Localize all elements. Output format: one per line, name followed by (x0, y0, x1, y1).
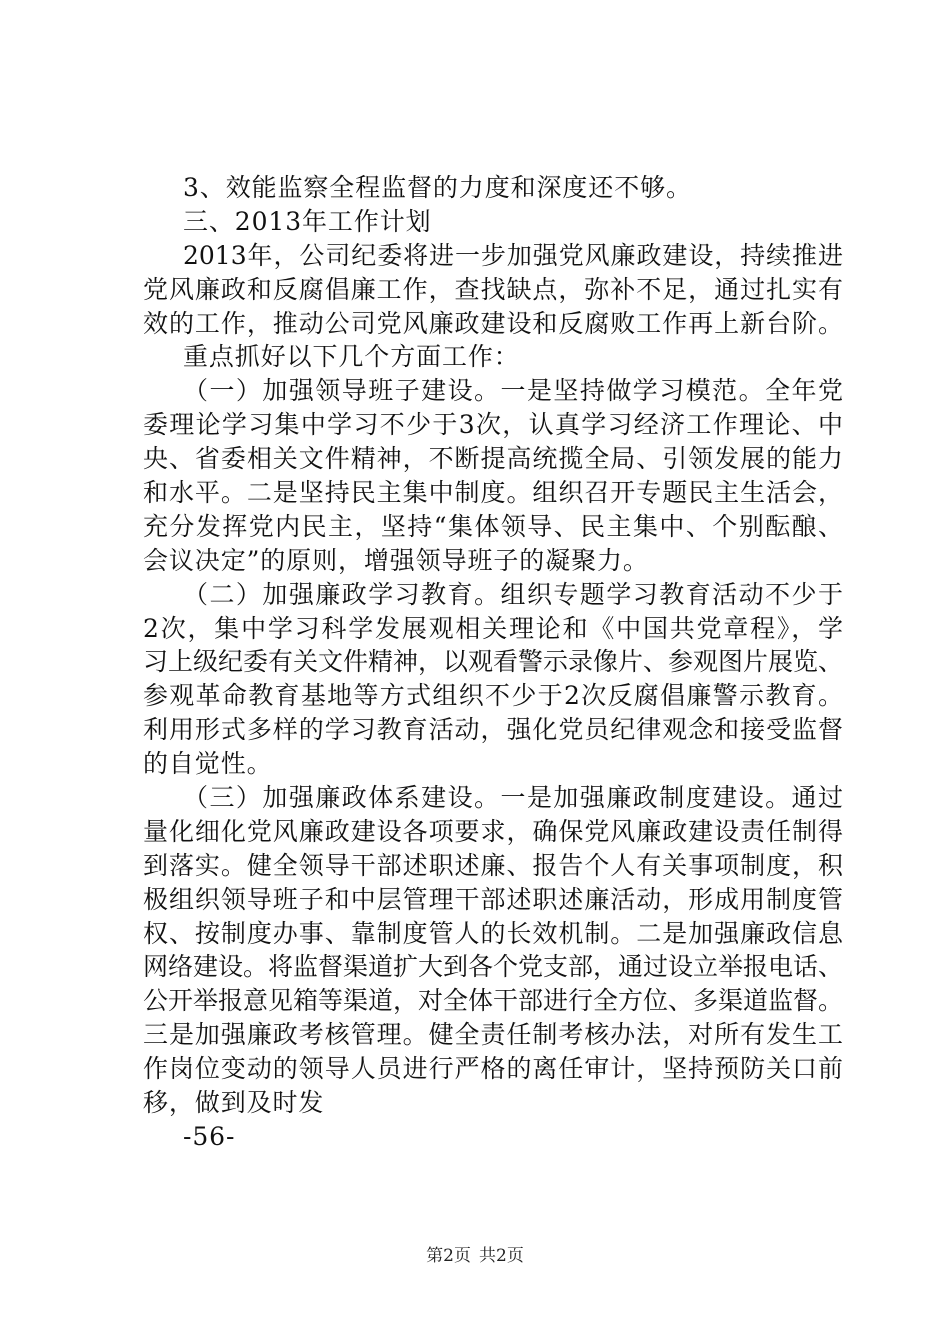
text-line: 习上级纪委有关文件精神，以观看警示录像片、参观图片展览、 (143, 647, 844, 677)
footer-page-number: 第2页 (426, 1246, 471, 1266)
text-line: 利用形式多样的学习教育活动，强化党员纪律观念和接受监督 (143, 715, 843, 745)
text-line: 2次，集中学习科学发展观相关理论和《中国共党章程》，学 (143, 613, 843, 643)
text-line: 公开举报意见箱等渠道，对全体干部进行全方位、多渠道监督。 (143, 986, 844, 1016)
text-line: 和水平。二是坚持民主集中制度。组织召开专题民主生活会， (143, 478, 843, 508)
text-line: 参观革命教育基地等方式组织不少于2次反腐倡廉警示教育。 (143, 681, 843, 711)
text-line: 重点抓好以下几个方面工作： (183, 342, 520, 372)
section-heading: 三、2013年工作计划 (183, 206, 432, 236)
text-line: 2013年，公司纪委将进一步加强党风廉政建设，持续推进 (183, 240, 843, 270)
document-body (143, 171, 843, 1154)
text-line: 网络建设。将监督渠道扩大到各个党支部，通过设立举报电话、 (143, 952, 844, 982)
text-line: 的自觉性。 (143, 749, 273, 779)
text-line: （一）加强领导班子建设。一是坚持做学习模范。全年党 (183, 376, 843, 406)
text-line: 三是加强廉政考核管理。健全责任制考核办法，对所有发生工 (143, 1020, 843, 1050)
text-line: （三）加强廉政体系建设。一是加强廉政制度建设。通过 (183, 783, 843, 813)
text-line: 极组织领导班子和中层管理干部述职述廉活动，形成用制度管 (143, 884, 843, 914)
text-line: 会议决定”的原则，增强领导班子的凝聚力。 (143, 545, 649, 575)
text-line: 效的工作，推动公司党风廉政建设和反腐败工作再上新台阶。 (143, 308, 843, 338)
text-line: 移，做到及时发 (143, 1088, 325, 1118)
page-footer (0, 1241, 950, 1266)
text-line: 3、效能监察全程监督的力度和深度还不够。 (183, 173, 692, 202)
text-line: 委理论学习集中学习不少于3次，认真学习经济工作理论、中 (143, 410, 843, 440)
text-line: 党风廉政和反腐倡廉工作，查找缺点，弥补不足，通过扎实有 (143, 274, 843, 304)
text-line: 充分发挥党内民主，坚持“集体领导、民主集中、个别酝酿、 (143, 511, 843, 541)
text-line: 权、按制度办事、靠制度管人的长效机制。二是加强廉政信息 (143, 918, 843, 948)
text-line: 到落实。健全领导干部述职述廉、报告个人有关事项制度，积 (143, 850, 843, 880)
footer-total-pages: 共2页 (479, 1246, 524, 1266)
text-line: （二）加强廉政学习教育。组织专题学习教育活动不少于 (183, 579, 843, 609)
text-line: 作岗位变动的领导人员进行严格的离任审计，坚持预防关口前 (143, 1054, 843, 1084)
text-line: 量化细化党风廉政建设各项要求，确保党风廉政建设责任制得 (143, 816, 843, 846)
inner-page-number: -56- (183, 1121, 236, 1151)
text-line: 央、省委相关文件精神，不断提高统揽全局、引领发展的能力 (143, 444, 843, 474)
